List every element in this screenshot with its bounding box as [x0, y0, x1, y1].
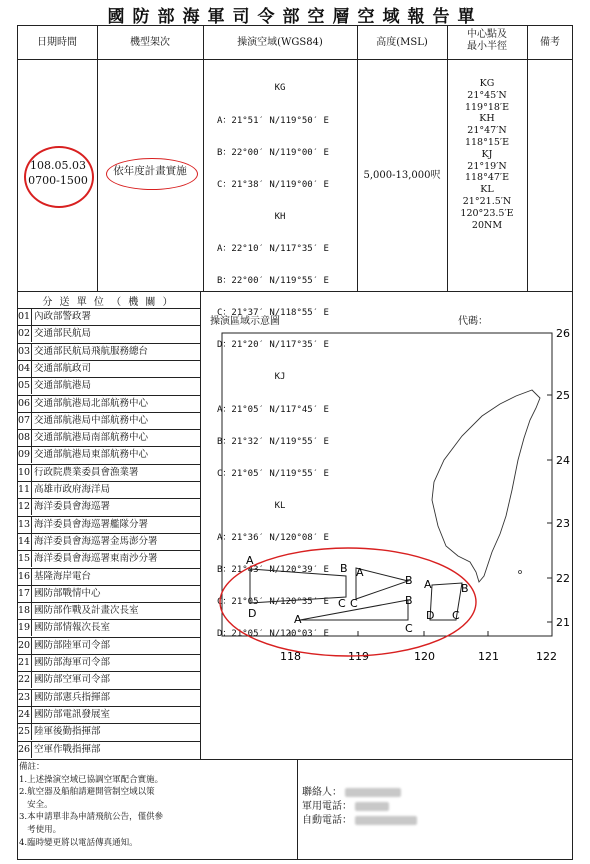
center-name: KG: [479, 78, 495, 89]
notes-heading: 備註：: [19, 762, 45, 772]
area-point: C：21°37′ N/118°55′ E: [217, 308, 329, 319]
distribution-row: [17, 395, 200, 412]
distribution-row: [17, 308, 200, 325]
aircraft-value: 依年度計畫實施: [113, 165, 187, 177]
map-border: [222, 333, 552, 636]
lon-tick-label: 119: [348, 650, 369, 663]
redacted-phone: [355, 816, 417, 825]
lon-tick-label: 120: [414, 650, 435, 663]
unit-number: 23: [17, 690, 32, 706]
contact-person-label: 聯絡人：: [302, 787, 342, 798]
unit-name: 內政部警政署: [34, 311, 92, 322]
unit-name: 高雄市政府海洋局: [34, 484, 111, 495]
distribution-row: [17, 412, 200, 429]
unit-number: 10: [17, 465, 32, 481]
lat-tick-label: 26: [556, 327, 570, 340]
vertex-label: B: [405, 574, 413, 587]
distribution-row: [17, 533, 200, 550]
notes-top-rule: [17, 759, 573, 760]
center-lat: 21°47′N: [467, 125, 507, 137]
vertex-label: B: [340, 562, 348, 575]
lat-ticks: [547, 333, 552, 622]
center-radius: 20NM: [471, 219, 503, 231]
center-name: KH: [479, 113, 495, 125]
area-kh-polygon: [250, 569, 346, 603]
header-altitude: 高度(MSL): [376, 37, 428, 48]
unit-name: 國防部空軍司令部: [34, 674, 111, 686]
unit-name: 國防部憲兵指揮部: [34, 691, 111, 703]
area-point: C：21°05′ N/120°35′ E: [217, 597, 329, 608]
unit-number: 04: [17, 361, 32, 377]
header-datetime: 日期時間: [37, 37, 77, 48]
distribution-row: [17, 568, 200, 585]
vertex-label: C: [350, 597, 358, 610]
distribution-row: [17, 325, 200, 342]
military-phone-label: 軍用電話：: [302, 801, 352, 812]
lat-tick-label: 23: [556, 517, 570, 530]
distribution-row: [17, 741, 200, 758]
vertex-label: C: [452, 609, 460, 622]
unit-name: 海洋委員會海巡署金馬澎分署: [34, 535, 158, 547]
unit-number: 24: [17, 707, 32, 723]
vertex-labels: [246, 554, 469, 635]
unit-name: 交通部民航局飛航服務總台: [34, 345, 149, 357]
note-item: 1.上述操演空域已協調空軍配合實施。: [19, 774, 164, 785]
center-lon: 118°15′E: [464, 136, 510, 148]
area-point: C：21°38′ N/119°00′ E: [217, 179, 329, 190]
exercise-area-map: [200, 320, 572, 665]
lon-tick-label: 122: [536, 650, 557, 663]
area-point: B：21°32′ N/119°55′ E: [217, 436, 329, 447]
auto-phone-row: [302, 814, 417, 828]
vertex-label: A: [294, 613, 302, 626]
unit-number: 14: [17, 534, 32, 550]
vertex-label: B: [461, 582, 469, 595]
unit-number: 02: [17, 326, 32, 342]
unit-name: 空軍作戰指揮部: [34, 743, 101, 755]
note-item: 4.臨時變更將以電話傳真通知。: [19, 837, 138, 848]
unit-number: 25: [17, 724, 32, 740]
unit-name: 國防部情報次長室: [34, 622, 111, 634]
unit-name: 國防部陸軍司令部: [34, 639, 111, 651]
area-point: A：21°05′ N/117°45′ E: [217, 404, 329, 415]
distribution-row: [17, 637, 200, 654]
unit-number: 06: [17, 396, 32, 412]
unit-number: 05: [17, 378, 32, 394]
note-item: 安全。: [19, 799, 53, 810]
distribution-row: [17, 654, 200, 671]
unit-number: 12: [17, 499, 32, 515]
unit-name: 交通部航港局東部航務中心: [34, 449, 149, 461]
lon-tick-label: 118: [280, 650, 301, 663]
area-point: B：21°43′ N/120°39′ E: [217, 565, 329, 576]
unit-name: 交通部航港局: [34, 380, 92, 392]
map-title: 操演區域示意圖: [210, 316, 280, 327]
header-bottom-rule: [17, 59, 573, 60]
area-point: A：21°36′ N/120°08′ E: [217, 532, 329, 543]
area-name: KL: [274, 500, 286, 511]
header-area: 操演空域(WGS84): [237, 37, 323, 48]
header-remark: 備考: [540, 37, 560, 48]
area-name: KH: [274, 211, 286, 222]
unit-number: 03: [17, 344, 32, 360]
unit-number: 09: [17, 447, 32, 463]
vertex-label: A: [356, 566, 364, 579]
distribution-row: [17, 429, 200, 446]
distribution-header: 分 送 單 位 （ 機 關 ）: [42, 297, 175, 308]
unit-number: 07: [17, 413, 32, 429]
unit-name: 國防部戰情中心: [34, 587, 101, 599]
center-lat: 21°21.5′N: [462, 195, 512, 207]
auto-phone-label: 自動電話：: [302, 815, 352, 826]
unit-name: 交通部民航局: [34, 328, 92, 340]
lon-tick-label: 121: [478, 650, 499, 663]
lon-ticks: [290, 631, 488, 636]
red-circle-annotation: [24, 146, 94, 208]
area-name: KG: [274, 83, 286, 94]
vertex-label: D: [248, 607, 257, 620]
vertex-label: C: [405, 622, 413, 635]
area-point: A：22°10′ N/117°35′ E: [217, 243, 329, 254]
unit-number: 26: [17, 742, 32, 758]
center-lon: 119°18′E: [464, 101, 510, 113]
unit-name: 國防部電訊發展室: [34, 708, 111, 720]
distribution-row: [17, 377, 200, 394]
unit-name: 海洋委員會海巡署東南沙分署: [34, 553, 158, 565]
distribution-row: [17, 446, 200, 463]
distribution-row: [17, 481, 200, 498]
header-center: [447, 29, 527, 53]
lat-tick-label: 24: [556, 454, 570, 467]
area-kg-polygon: [356, 568, 408, 599]
center-points: [447, 78, 527, 231]
red-ellipse-annotation: [106, 158, 198, 190]
distribution-row: [17, 343, 200, 360]
area-name: KJ: [274, 372, 286, 383]
island-marker: [519, 571, 522, 574]
notes-block: [19, 761, 295, 849]
distribution-row: [17, 706, 200, 723]
distribution-row: [17, 671, 200, 688]
unit-number: 08: [17, 430, 32, 446]
unit-number: 21: [17, 655, 32, 671]
unit-number: 15: [17, 551, 32, 567]
unit-name: 交通部航政司: [34, 362, 92, 374]
unit-number: 13: [17, 517, 32, 533]
unit-name: 海洋委員會海巡署艦隊分署: [34, 518, 149, 530]
unit-name: 國防部作戰及計畫次長室: [34, 605, 139, 617]
contact-block: [302, 786, 417, 828]
map-code-label: 代碼：: [458, 316, 488, 327]
distribution-row: [17, 360, 200, 377]
altitude-value: 5,000-13,000呎: [363, 170, 441, 181]
unit-name: 陸軍後勤指揮部: [34, 726, 101, 738]
note-item: 3.本申請單非為申請飛航公告，僅供參: [19, 812, 164, 823]
redacted-name: [345, 788, 401, 797]
time-value: 0700-1500: [28, 174, 88, 187]
header-center-line1: 中心點及: [467, 29, 507, 40]
unit-number: 11: [17, 482, 32, 498]
lat-tick-label: 21: [556, 616, 570, 629]
distribution-row: [17, 464, 200, 481]
distribution-row: [17, 516, 200, 533]
unit-name: 交通部航港局南部航務中心: [34, 432, 149, 444]
vertex-label: B: [405, 594, 413, 607]
unit-number: 19: [17, 620, 32, 636]
area-point: D：21°05′ N/120°03′ E: [217, 629, 329, 640]
header-aircraft: 機型架次: [130, 37, 170, 48]
lat-tick-label: 22: [556, 572, 570, 585]
contact-person-row: [302, 786, 417, 800]
unit-number: 20: [17, 638, 32, 654]
vertex-label: A: [424, 578, 432, 591]
vertex-label: C: [338, 597, 346, 610]
area-point: C：21°05′ N/119°55′ E: [217, 468, 329, 479]
unit-number: 18: [17, 603, 32, 619]
notes-divider: [297, 759, 298, 860]
center-name: KL: [480, 184, 494, 196]
center-lat: 21°45′N: [467, 89, 507, 101]
vertex-label: A: [246, 554, 254, 567]
unit-number: 16: [17, 569, 32, 585]
distribution-row: [17, 550, 200, 567]
unit-name: 交通部航港局中部航務中心: [34, 414, 149, 426]
unit-name: 行政院農業委員會漁業署: [34, 466, 139, 478]
unit-number: 22: [17, 672, 32, 688]
area-point: B：22°00′ N/119°55′ E: [217, 276, 329, 287]
area-point: D：21°20′ N/117°35′ E: [217, 340, 329, 351]
military-phone-row: [302, 800, 417, 814]
redacted-phone: [355, 802, 389, 811]
vertex-label: D: [426, 609, 435, 622]
unit-number: 01: [17, 309, 32, 325]
center-lon: 120°23.5′E: [460, 207, 514, 219]
unit-name: 交通部航港局北部航務中心: [34, 397, 149, 409]
header-center-line2: 最小半徑: [467, 41, 507, 52]
unit-number: 17: [17, 586, 32, 602]
page-title: 國防部海軍司令部空層空域報告單: [107, 7, 483, 27]
unit-name: 國防部海軍司令部: [34, 657, 111, 668]
distribution-row: [17, 723, 200, 740]
unit-name: 海洋委員會海巡署: [34, 501, 111, 513]
unit-name: 基隆海岸電台: [34, 570, 92, 582]
distribution-row: [17, 689, 200, 706]
col-rule: [527, 25, 528, 291]
center-lat: 21°19′N: [467, 160, 507, 172]
date-value: 108.05.03: [30, 159, 86, 172]
distribution-row: [17, 602, 200, 619]
taiwan-outline: [432, 390, 540, 582]
center-name: KJ: [481, 148, 493, 160]
distribution-row: [17, 619, 200, 636]
distribution-row: [17, 585, 200, 602]
lat-tick-label: 25: [556, 389, 570, 402]
center-lon: 118°47′E: [464, 172, 510, 184]
area-point: B：22°00′ N/119°00′ E: [217, 147, 329, 158]
col-rule: [357, 25, 358, 291]
area-point: A：21°51′ N/119°50′ E: [217, 115, 329, 126]
distribution-row: [17, 498, 200, 515]
note-item: 考使用。: [19, 824, 62, 835]
note-item: 2.航空器及船舶請避開管制空域以策: [19, 787, 155, 798]
